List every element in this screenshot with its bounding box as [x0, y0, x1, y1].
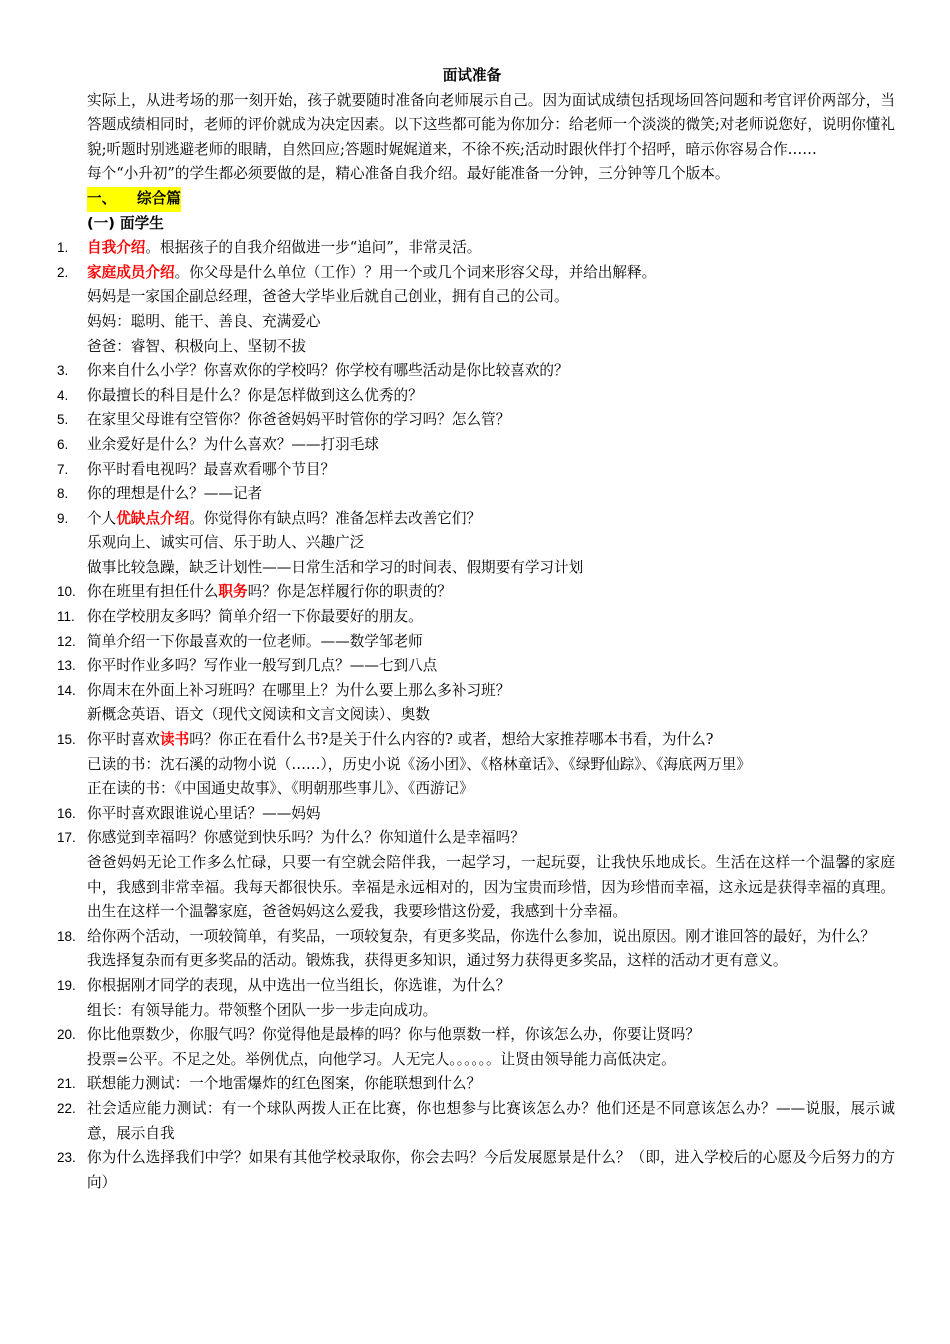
question-number: 20. [57, 1027, 76, 1043]
question-item [57, 458, 895, 483]
question-text-part: 简单介绍一下你最喜欢的一位老师。——数学邹老师 [87, 632, 423, 650]
question-number: 19. [57, 977, 76, 993]
question-text [87, 802, 895, 827]
question-text [87, 728, 895, 753]
question-item [57, 507, 895, 581]
question-text [87, 433, 895, 458]
question-text [87, 605, 895, 630]
question-item [57, 408, 895, 433]
question-number: 14. [57, 682, 76, 698]
question-text [87, 236, 895, 261]
answer-line: 投票=公平。不足之处。举例优点，向他学习。人无完人。。。。。。让贤由领导能力高低决定。 [87, 1050, 676, 1068]
question-number: 15. [57, 732, 76, 748]
question-text-part: 你在班里有担任什么 [87, 583, 219, 601]
question-item [57, 630, 895, 655]
question-text [87, 679, 895, 704]
question-list [57, 236, 895, 1195]
question-number: 21. [57, 1076, 76, 1092]
question-text [87, 458, 895, 483]
question-item [57, 1146, 895, 1195]
question-text-part: 你在学校朋友多吗？简单介绍一下你最要好的朋友。 [87, 608, 423, 626]
answer-line: 爸爸妈妈无论工作多么忙碌，只要一有空就会陪伴我，一起学习，一起玩耍，让我快乐地成长。生活在这样一个温馨的家庭中，我感到非常幸福。我每天都很快乐。幸福是永远相对的，因为宝贵而珍惜，因为珍惜而幸福，这永远是获得幸福的真理。出生在这样一个温馨家庭，爸爸妈妈这么爱我，我要珍惜这份爱，我感到十分幸福。 [87, 854, 895, 921]
page-title: 面试准备 [442, 67, 502, 84]
question-text [87, 408, 895, 433]
highlight-keyword: 职务 [218, 583, 248, 601]
question-text-part: 你来自什么小学？你喜欢你的学校吗？你学校有哪些活动是你比较喜欢的？ [87, 362, 569, 380]
question-text [87, 1097, 895, 1146]
question-item [57, 433, 895, 458]
question-item [57, 679, 895, 728]
question-text [87, 482, 895, 507]
question-number: 23. [57, 1150, 76, 1166]
question-number: 17. [57, 830, 76, 846]
question-text-part: 你周末在外面上补习班吗？在哪里上？为什么要上那么多补习班？ [87, 681, 511, 699]
question-text-part: 给你两个活动，一项较简单，有奖品，一项较复杂，有更多奖品，你选什么参加，说出原因。刚才谁回答的最好，为什么？ [87, 927, 876, 945]
section-heading-row [87, 187, 895, 212]
question-text-part: 你比他票数少，你服气吗？你觉得他是最棒的吗？你与他票数一样，你该怎么办，你要让贤吗？ [87, 1026, 700, 1044]
question-number: 5. [57, 412, 69, 428]
answer-line: 正在读的书：《中国通史故事》、《明朝那些事儿》、《西游记》 [87, 780, 474, 798]
question-text [87, 974, 895, 999]
question-text-part: 你为什么选择我们中学？如果有其他学校录取你，你会去吗？今后发展愿景是什么？（即，进入学校后的心愿及今后努力的方向） [87, 1149, 895, 1191]
question-item [57, 261, 895, 359]
question-text [87, 384, 895, 409]
question-text [87, 925, 895, 950]
question-item [57, 384, 895, 409]
answer-line: 组长：有领导能力。带领整个团队一步一步走向成功。 [87, 1001, 438, 1019]
highlight-keyword: 家庭成员介绍 [87, 263, 175, 281]
question-text-part: 你平时喜欢 [87, 731, 160, 749]
question-text-part: 业余爱好是什么？为什么喜欢？——打羽毛球 [87, 435, 379, 453]
question-text-part: 吗？你正在看什么书?是关于什么内容的? 或者，想给大家推荐哪本书看，为什么? [189, 731, 714, 749]
highlight-keyword: 自我介绍 [87, 239, 146, 257]
question-text-part: 你根据刚才同学的表现，从中选出一位当组长，你选谁，为什么？ [87, 976, 511, 994]
question-text-part: 个人 [87, 509, 117, 527]
question-text-part: 联想能力测试：一个地雷爆炸的红色图案，你能联想到什么？ [87, 1075, 482, 1093]
question-item [57, 580, 895, 605]
question-item [57, 728, 895, 802]
question-text-part: 你平时喜欢跟谁说心里话？——妈妈 [87, 804, 321, 822]
question-number: 6. [57, 436, 69, 452]
highlight-keyword: 读书 [159, 731, 190, 749]
question-number: 22. [57, 1100, 76, 1116]
question-text-part: 。你父母是什么单位（工作）？用一个或几个词来形容父母，并给出解释。 [174, 263, 657, 281]
question-text [87, 654, 895, 679]
question-item [57, 1072, 895, 1097]
document-body [57, 64, 895, 1195]
answer-line: 爸爸：睿智、积极向上、坚韧不拔 [87, 337, 306, 355]
question-number: 18. [57, 928, 76, 944]
answer-line: 妈妈：聪明、能干、善良、充满爱心 [87, 312, 321, 330]
question-text [87, 630, 895, 655]
answer-line: 妈妈是一家国企副总经理，爸爸大学毕业后就自己创业，拥有自己的公司。 [87, 288, 569, 306]
answer-line: 做事比较急躁，缺乏计划性——日常生活和学习的时间表、假期要有学习计划 [87, 558, 584, 576]
question-number: 12. [57, 633, 76, 649]
question-text-part: 社会适应能力测试：有一个球队两拨人正在比赛，你也想参与比赛该怎么办？他们还是不同意该怎么办？——说服，展示诚意，展示自我 [87, 1099, 895, 1142]
question-text [87, 580, 895, 605]
question-text-part: 你平时作业多吗？写作业一般写到几点？——七到八点 [87, 657, 438, 675]
question-text [87, 261, 895, 286]
question-number: 8. [57, 486, 69, 502]
question-number: 7. [57, 461, 69, 477]
question-item [57, 236, 895, 261]
question-number: 13. [57, 658, 76, 674]
question-text-part: 你最擅长的科目是什么？你是怎样做到这么优秀的？ [87, 386, 423, 404]
section-label: 综合篇 [137, 189, 181, 207]
question-number: 1. [57, 240, 69, 256]
intro-paragraph-1: 实际上，从进考场的那一刻开始，孩子就要随时准备向老师展示自己。因为面试成绩包括现场回答问题和考官评价两部分，当答题成绩相同时，老师的评价就成为决定因素。以下这些都可能为你加分：给老师一个淡淡的微笑;对老师说您好，说明你懂礼貌;听题时别逃避老师的眼睛，自然回应;答题时娓娓道来，不徐不疾;活动时跟伙伴打个招呼，暗示你容易合作…… [87, 91, 895, 158]
question-number: 3. [57, 363, 69, 379]
question-item [57, 826, 895, 924]
question-item [57, 605, 895, 630]
answer-line: 已读的书：沈石溪的动物小说（……），历史小说《汤小团》、《格林童话》、《绿野仙踪》、《海底两万里》 [87, 755, 751, 773]
highlight-keyword: 优缺点介绍 [116, 509, 190, 527]
question-item [57, 1023, 895, 1072]
question-text [87, 1146, 895, 1195]
question-text-part: 你平时看电视吗？最喜欢看哪个节目？ [87, 460, 336, 478]
question-item [57, 925, 895, 974]
section-heading [87, 187, 181, 212]
answer-line: 我选择复杂而有更多奖品的活动。锻炼我，获得更多知识，通过努力获得更多奖品，这样的活动才更有意义。 [87, 952, 788, 970]
question-number: 10. [57, 584, 76, 600]
answer-line: 乐观向上、诚实可信、乐于助人、兴趣广泛 [87, 534, 365, 552]
question-number: 16. [57, 805, 76, 821]
question-text-part: 你的理想是什么？——记者 [87, 485, 263, 503]
question-number: 4. [57, 387, 69, 403]
question-item [57, 482, 895, 507]
question-item [57, 654, 895, 679]
question-item [57, 974, 895, 1023]
question-text-part: 。你觉得你有缺点吗？准备怎样去改善它们？ [189, 509, 482, 527]
question-text [87, 507, 895, 532]
question-number: 9. [57, 510, 69, 526]
question-item [57, 802, 895, 827]
question-text-part: 你感觉到幸福吗？你感觉到快乐吗？为什么？你知道什么是幸福吗？ [87, 829, 525, 847]
intro-paragraph-2: 每个“小升初”的学生都必须要做的是，精心准备自我介绍。最好能准备一分钟，三分钟等几个版本。 [87, 165, 730, 183]
question-item [57, 359, 895, 384]
answer-line: 新概念英语、语文（现代文阅读和文言文阅读）、奥数 [87, 706, 430, 724]
question-text [87, 826, 895, 851]
question-text-part: 在家里父母谁有空管你？你爸爸妈妈平时管你的学习吗？怎么管？ [87, 411, 511, 429]
question-text-part: 。根据孩子的自我介绍做进一步“追问”，非常灵活。 [145, 239, 482, 257]
question-number: 11. [57, 609, 75, 625]
question-item [57, 1097, 895, 1146]
question-text [87, 1072, 895, 1097]
question-number: 2. [57, 264, 69, 280]
question-text [87, 359, 895, 384]
subsection-heading: (一) 面学生 [87, 214, 164, 232]
section-number: 一、 [87, 189, 117, 207]
question-text [87, 1023, 895, 1048]
question-text-part: 吗？你是怎样履行你的职责的？ [247, 583, 452, 601]
